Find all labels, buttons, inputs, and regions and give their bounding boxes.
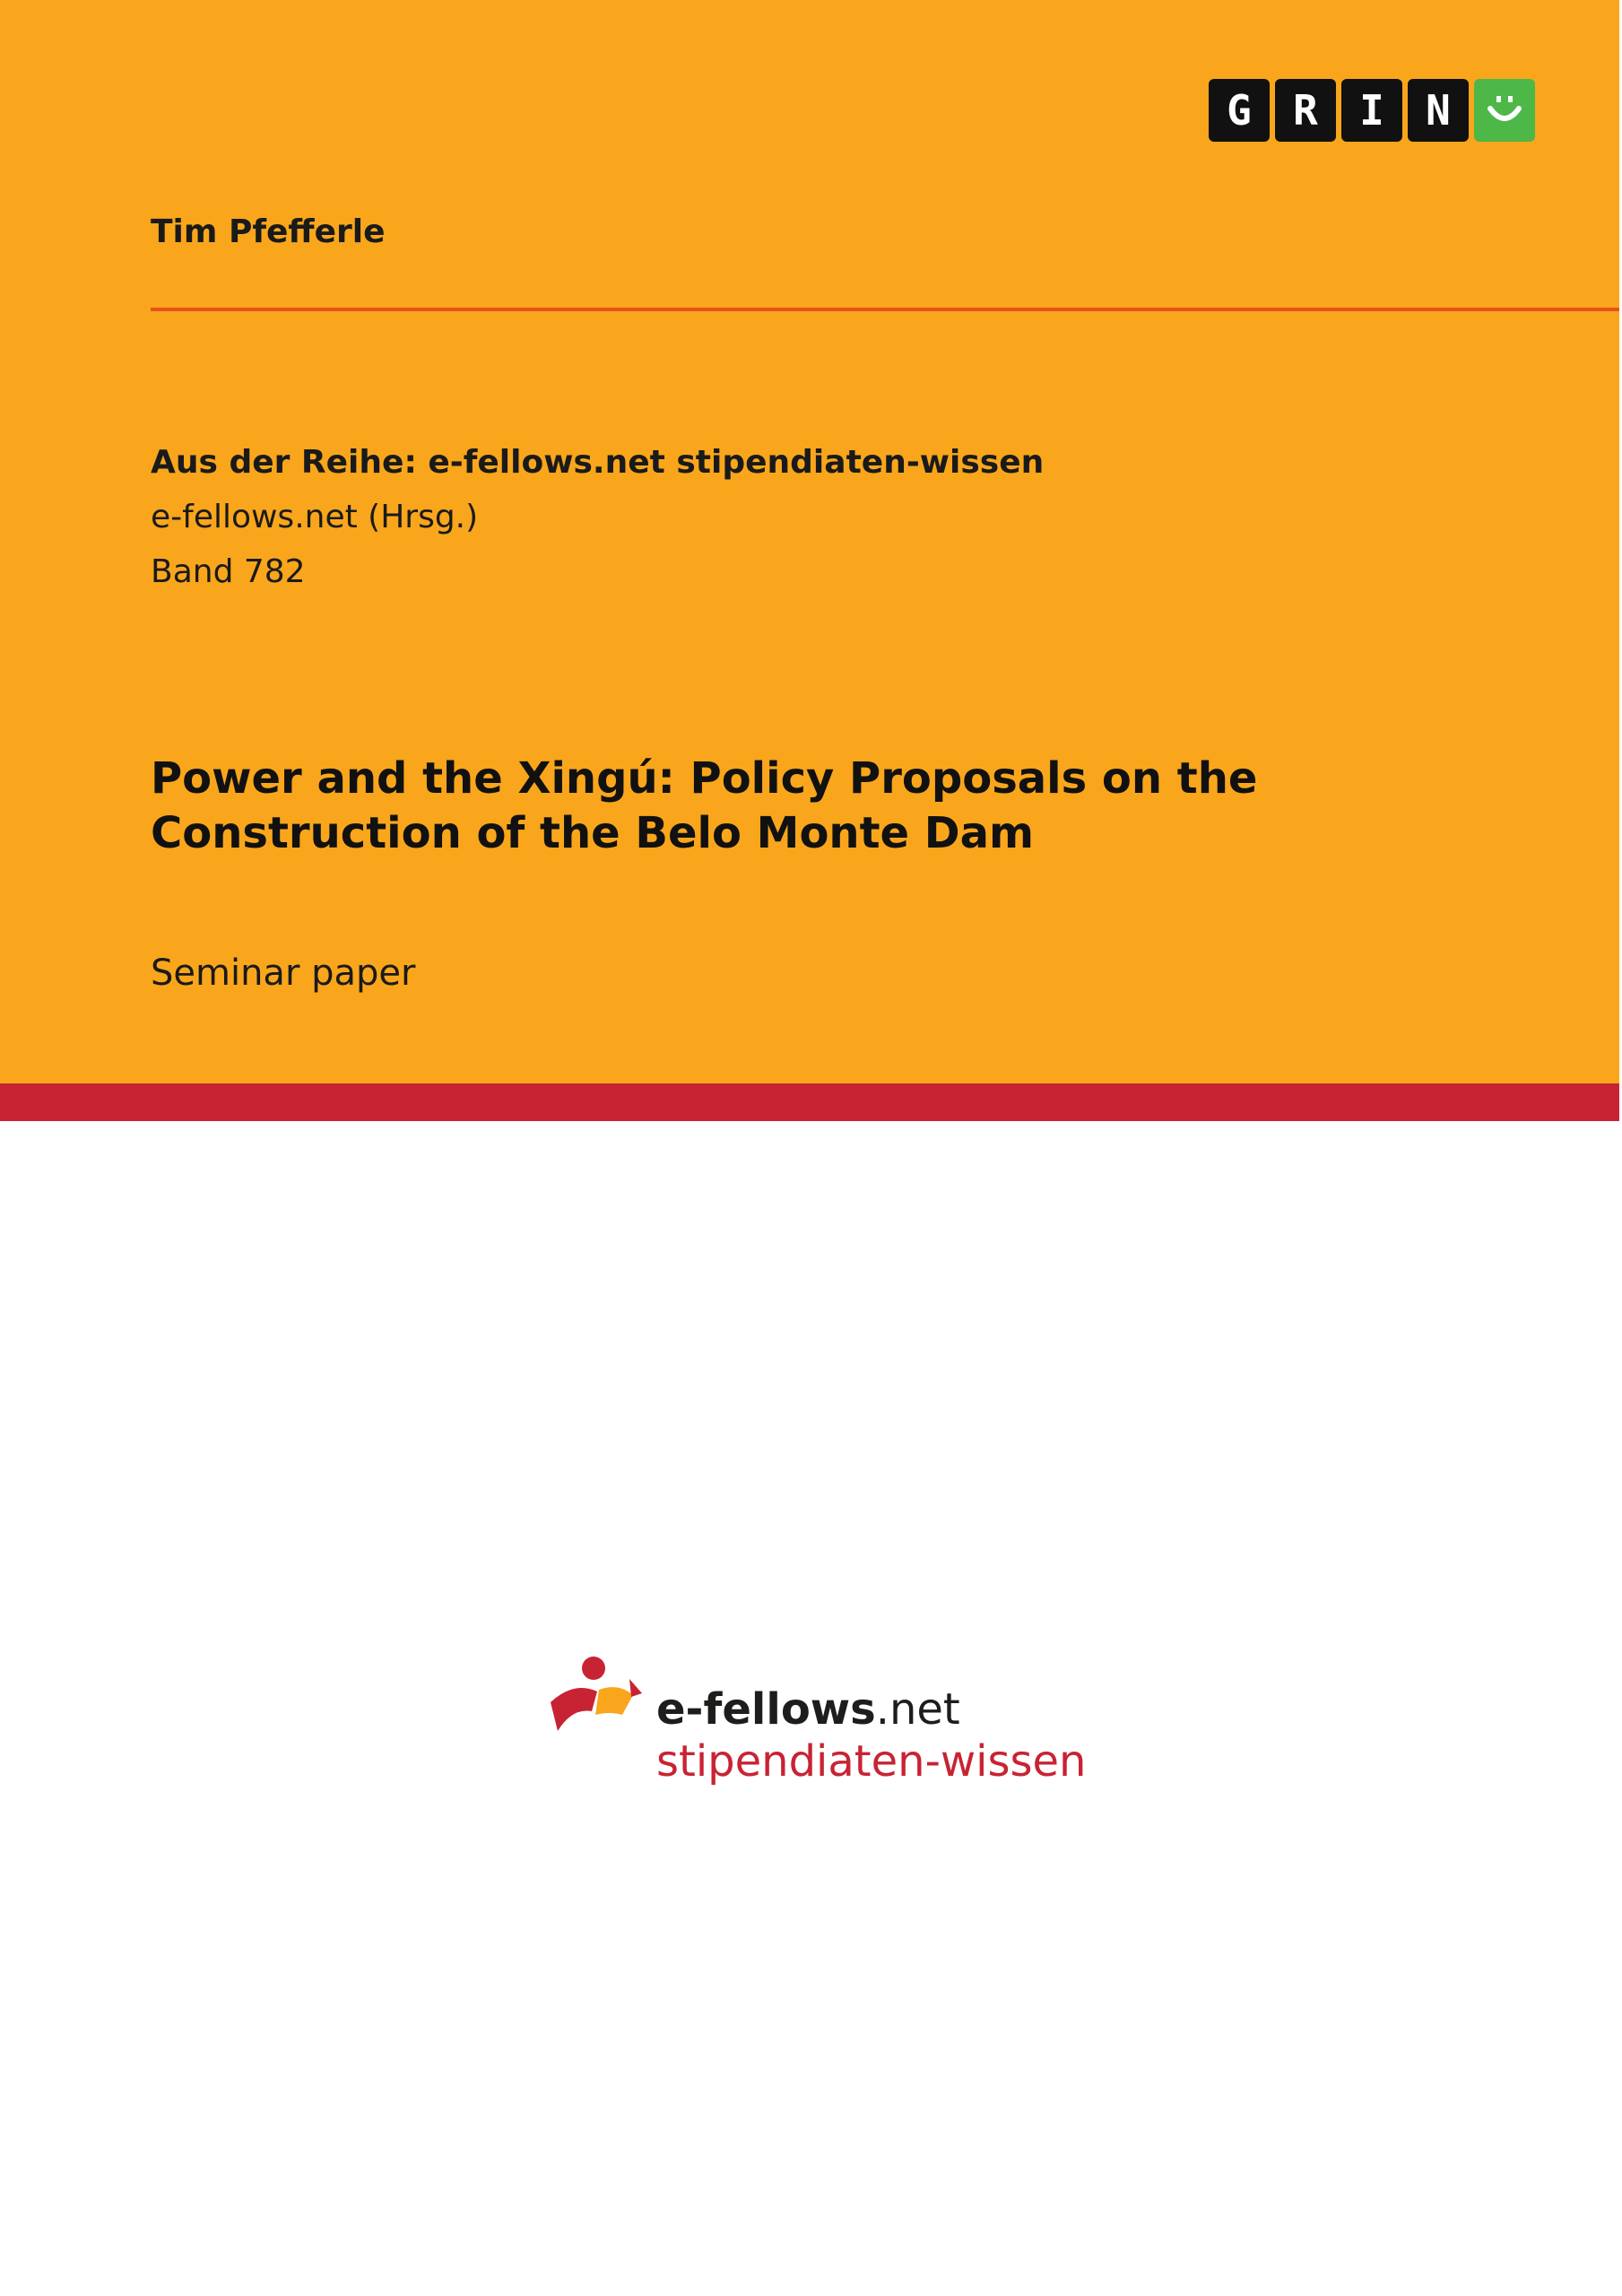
smile-glyph <box>1485 91 1524 130</box>
grin-letter-r: R <box>1275 79 1336 142</box>
series-volume: Band 782 <box>151 553 306 590</box>
cover-red-stripe <box>0 1083 1619 1121</box>
e-fellows-wordmark-bold: e-fellows <box>656 1684 876 1735</box>
smile-icon <box>1474 79 1535 142</box>
e-fellows-tagline: stipendiaten-wissen <box>656 1736 1087 1787</box>
grin-letter-n: N <box>1408 79 1469 142</box>
series-editor: e-fellows.net (Hrsg.) <box>151 499 479 535</box>
e-fellows-wordmark-suffix: .net <box>875 1684 960 1735</box>
document-title-line-2: Construction of the Belo Monte Dam <box>151 808 1035 858</box>
grin-letter-g: G <box>1209 79 1270 142</box>
cover-background <box>0 0 1619 1083</box>
divider-rule <box>151 308 1619 311</box>
series-title: Aus der Reihe: e-fellows.net stipendiaten-wissen <box>151 444 1045 481</box>
e-fellows-mark-icon <box>547 1656 646 1745</box>
grin-letter-i: I <box>1341 79 1402 142</box>
author-name: Tim Pfefferle <box>151 213 386 250</box>
document-type: Seminar paper <box>151 952 416 994</box>
e-fellows-logo <box>547 1650 1085 1794</box>
document-title <box>151 752 1406 861</box>
document-title-line-1: Power and the Xingú: Policy Proposals on the <box>151 753 1258 804</box>
e-fellows-wordmark <box>656 1684 960 1735</box>
grin-logo <box>1209 79 1535 142</box>
